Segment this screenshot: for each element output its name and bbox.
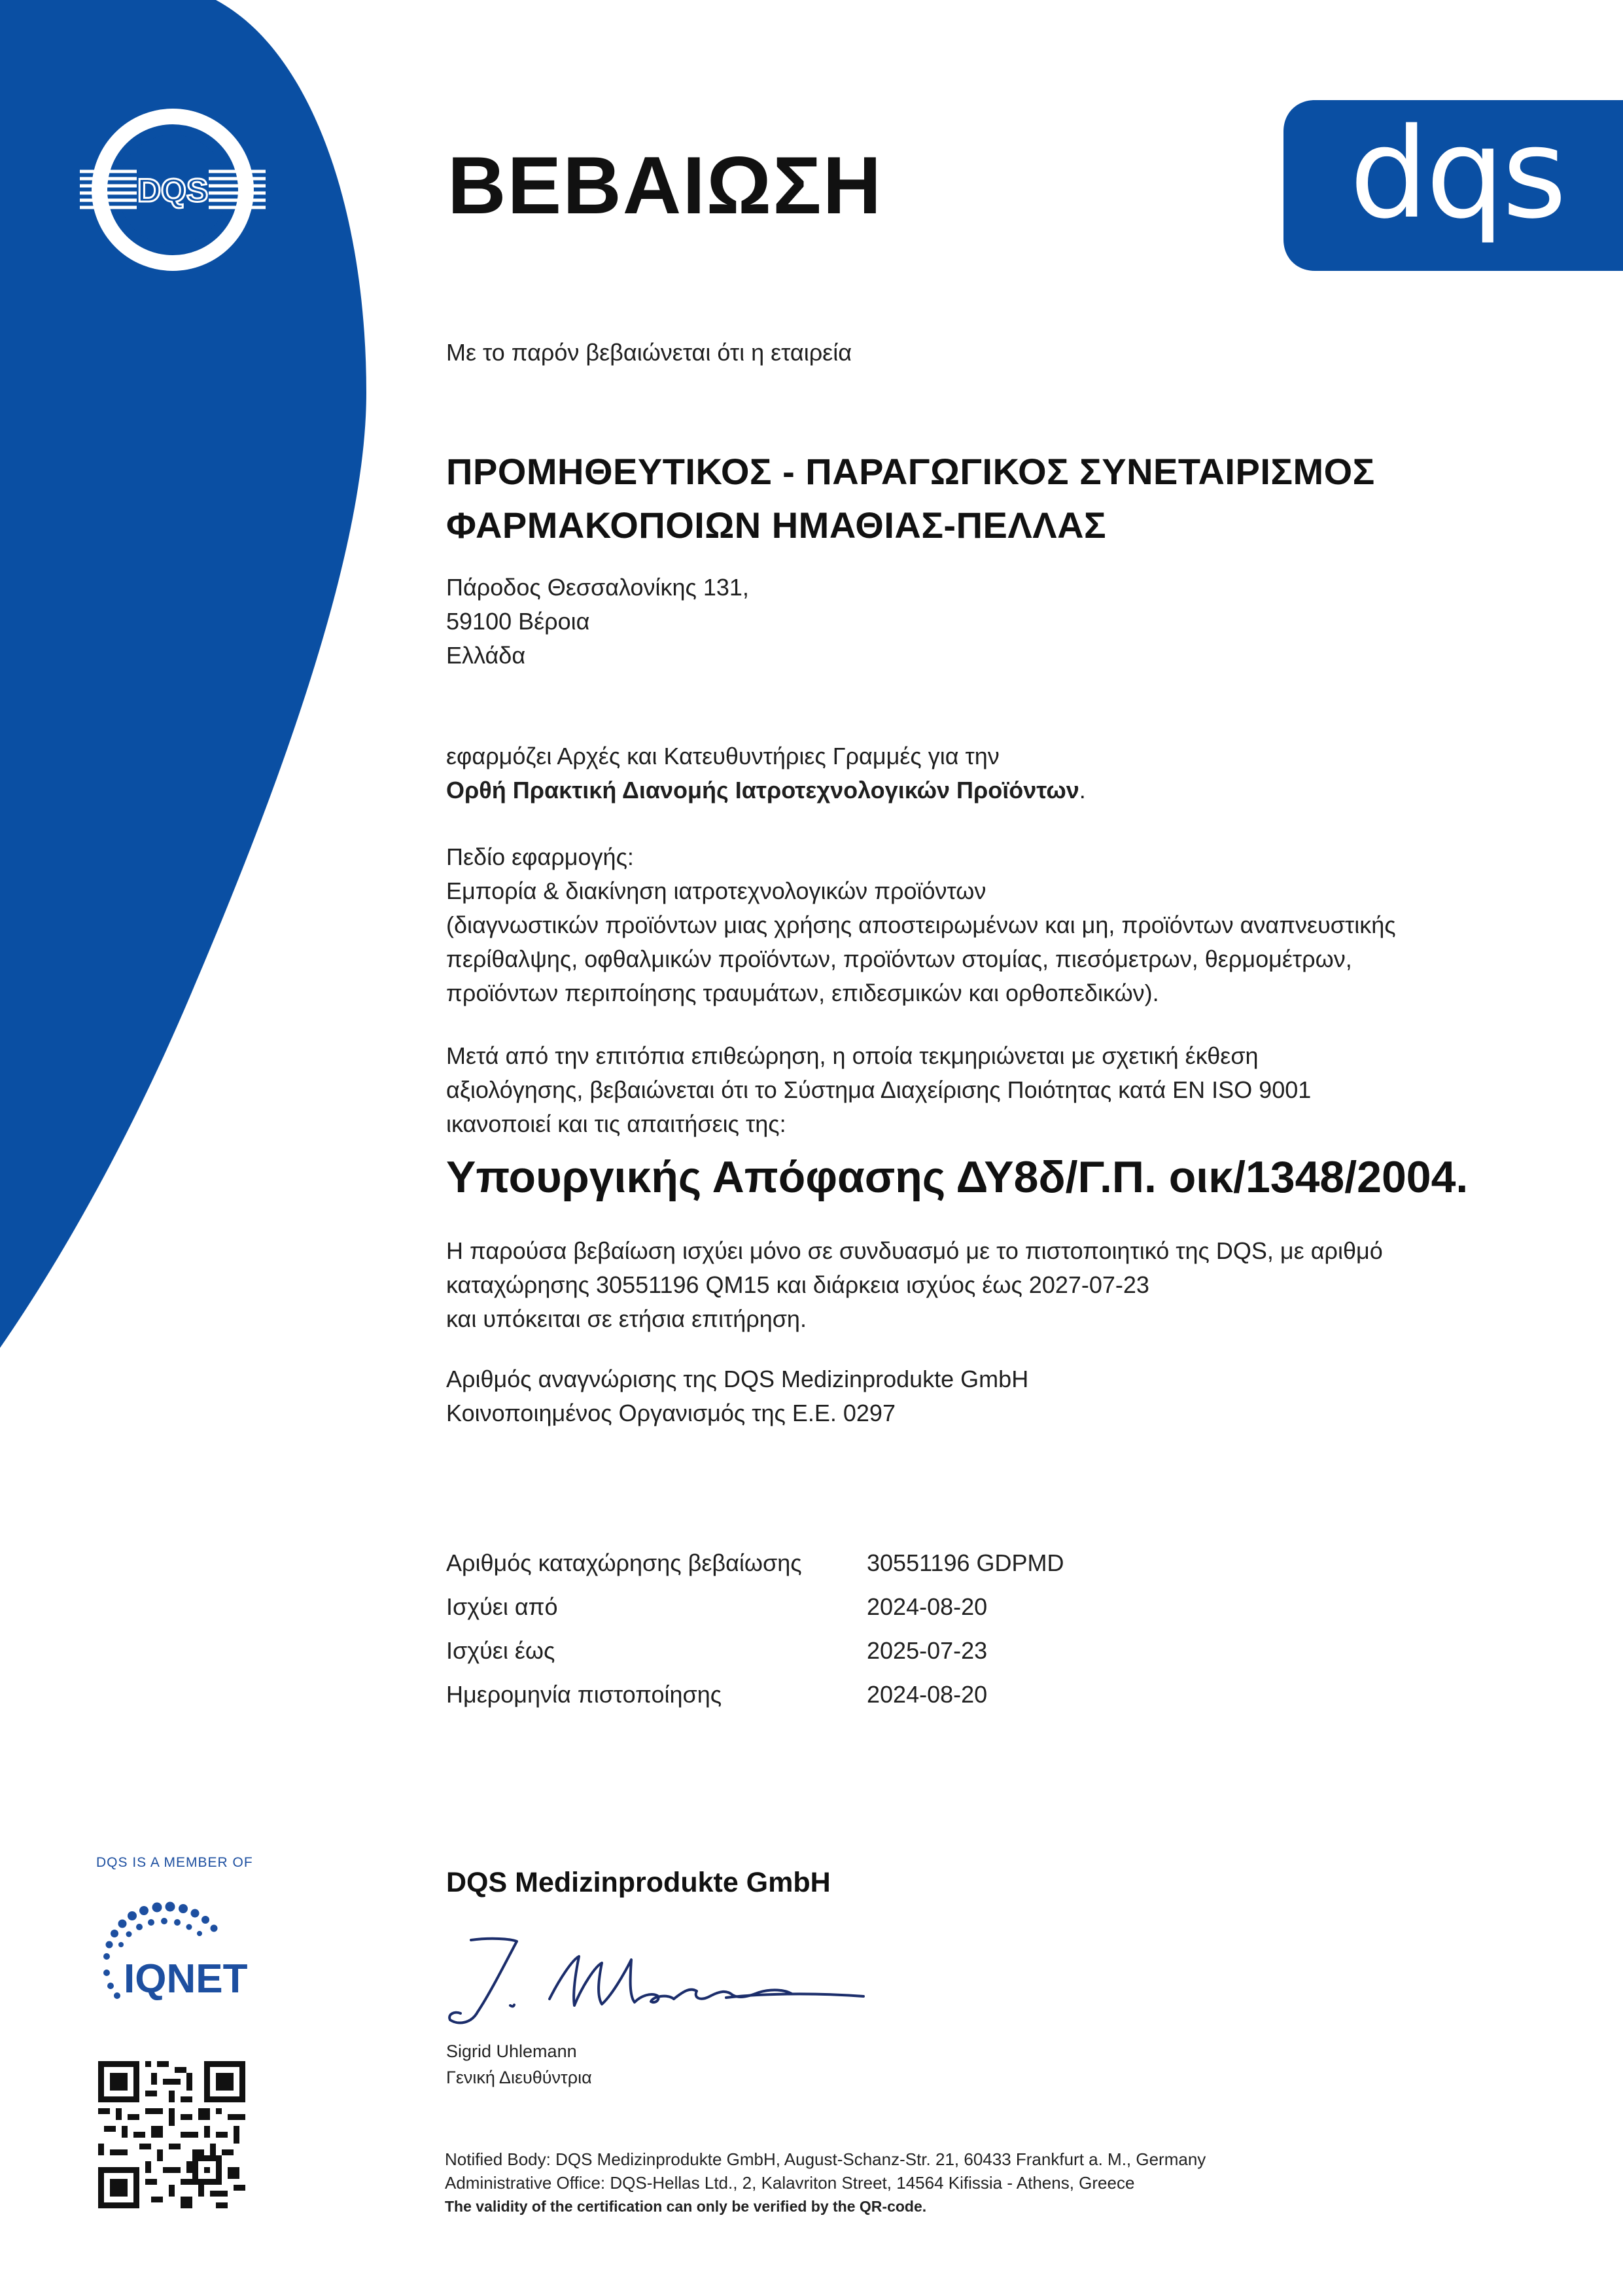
audit-line1: Μετά από την επιτόπια επιθεώρηση, η οποία τεκμηριώνεται με σχετική έκθεση <box>446 1042 1259 1069</box>
signer-title: Γενική Διευθύντρια <box>446 2068 592 2087</box>
notified-body-block <box>446 1362 1028 1430</box>
handwritten-signature <box>445 1934 877 2032</box>
validity-line1: Η παρούσα βεβαίωση ισχύει μόνο σε συνδυασμό με το πιστοποιητικό της DQS, με αριθμό <box>446 1237 1383 1264</box>
scope-line1: Εμπορία & διακίνηση ιατροτεχνολογικών προϊόντων <box>446 877 986 904</box>
audit-line2: αξιολόγησης, βεβαιώνεται ότι το Σύστημα Διαχείρισης Ποιότητας κατά EN ISO 9001 <box>446 1076 1312 1103</box>
detail-label: Ισχύει έως <box>446 1637 555 1664</box>
applies-block <box>446 739 1086 807</box>
detail-value: 2025-07-23 <box>867 1637 988 1664</box>
validity-block <box>446 1234 1383 1336</box>
detail-label: Αριθμός καταχώρησης βεβαίωσης <box>446 1549 802 1576</box>
notified-line2: Κοινοποιημένος Οργανισμός της Ε.Ε. 0297 <box>446 1400 896 1426</box>
gdp-standard-name: Ορθή Πρακτική Διανομής Ιατροτεχνολογικών Προϊόντων <box>446 777 1079 804</box>
verification-qr-code[interactable] <box>98 2061 245 2208</box>
scope-heading: Πεδίο εφαρμογής: <box>446 843 634 870</box>
address-line3: Ελλάδα <box>446 642 526 669</box>
footer-verification-note: The validity of the certification can only be verified by the QR-code. <box>445 2198 927 2215</box>
detail-value: 30551196 GDPMD <box>867 1549 1064 1576</box>
scope-line4: προϊόντων περιποίησης τραυμάτων, επιδεσμικών και ορθοπεδικών). <box>446 980 1159 1006</box>
page-title: ΒΕΒΑΙΩΣΗ <box>447 141 883 231</box>
signer-name: Sigrid Uhlemann <box>446 2041 577 2061</box>
intro-text: Με το παρόν βεβαιώνεται ότι η εταιρεία <box>446 339 852 366</box>
footer-admin-office: Administrative Office: DQS-Hellas Ltd., 2, Kalavriton Street, 14564 Kifissia - Athens, Greece <box>445 2173 1135 2193</box>
detail-value: 2024-08-20 <box>867 1681 988 1708</box>
detail-value: 2024-08-20 <box>867 1593 988 1620</box>
notified-line1: Αριθμός αναγνώρισης της DQS Medizinprodukte GmbH <box>446 1366 1029 1392</box>
svg-text:dqs: dqs <box>1349 101 1565 246</box>
company-address <box>446 571 749 673</box>
detail-label: Ημερομηνία πιστοποίησης <box>446 1681 722 1708</box>
scope-line3: περίθαλψης, οφθαλμικών προϊόντων, προϊόντων στομίας, πιεσόμετρων, θερμομέτρων, <box>446 945 1352 972</box>
dqs-brand-logo <box>1283 100 1623 271</box>
applies-line2: Ορθή Πρακτική Διανομής Ιατροτεχνολογικών Προϊόντων. <box>446 777 1086 804</box>
validity-line3: και υπόκειται σε ετήσια επιτήρηση. <box>446 1305 807 1332</box>
footer <box>445 2147 1206 2218</box>
signer-organization: DQS Medizinprodukte GmbH <box>446 1867 831 1898</box>
validity-line2: καταχώρησης 30551196 QM15 και διάρκεια ισχύος έως 2027-07-23 <box>446 1271 1149 1298</box>
svg-text:DQS: DQS <box>137 172 209 209</box>
dqs-seal-logo <box>75 105 271 275</box>
address-line2: 59100 Βέροια <box>446 608 590 635</box>
svg-text:IQNET: IQNET <box>124 1956 248 2002</box>
address-line1: Πάροδος Θεσσαλονίκης 131, <box>446 574 749 601</box>
company-name-line1: ΠΡΟΜΗΘΕΥΤΙΚΟΣ - ΠΑΡΑΓΩΓΙΚΟΣ ΣΥΝΕΤΑΙΡΙΣΜΟΣ <box>446 451 1375 492</box>
company-name <box>446 445 1375 552</box>
ministerial-decision: Υπουργικής Απόφασης ΔΥ8δ/Γ.Π. οικ/1348/2004. <box>446 1152 1469 1202</box>
detail-label: Ισχύει από <box>446 1593 558 1620</box>
applies-line1: εφαρμόζει Αρχές και Κατευθυντήριες Γραμμές για την <box>446 743 1000 769</box>
audit-block <box>446 1039 1311 1141</box>
scope-line2: (διαγνωστικών προϊόντων μιας χρήσης αποστειρωμένων και μη, προϊόντων αναπνευστικής <box>446 911 1396 938</box>
company-name-line2: ΦΑΡΜΑΚΟΠΟΙΩΝ ΗΜΑΘΙΑΣ-ΠΕΛΛΑΣ <box>446 504 1107 546</box>
iqnet-member-text: DQS IS A MEMBER OF <box>96 1855 253 1870</box>
footer-notified-body: Notified Body: DQS Medizinprodukte GmbH, August-Schanz-Str. 21, 60433 Frankfurt a. M., Germany <box>445 2149 1206 2169</box>
audit-line3: ικανοποιεί και τις απαιτήσεις της: <box>446 1110 786 1137</box>
signer-details <box>446 2038 592 2091</box>
scope-block <box>446 840 1396 1010</box>
iqnet-logo <box>95 1891 258 2015</box>
